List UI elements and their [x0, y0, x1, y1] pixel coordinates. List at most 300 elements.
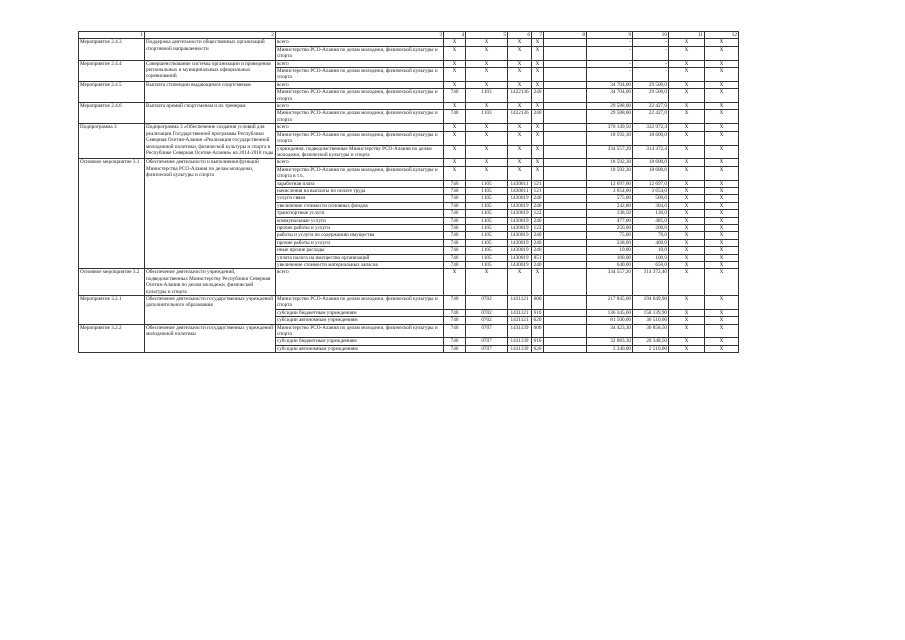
value-cell: 740 [444, 247, 466, 254]
value-cell: X [669, 39, 705, 46]
value-cell: 740 [444, 338, 466, 345]
value-cell: 334 557,20 [587, 269, 633, 296]
value-cell: X [669, 131, 705, 145]
value-cell: 740 [444, 110, 466, 124]
value-cell: 240 [532, 89, 544, 103]
value-cell [544, 317, 587, 324]
value-cell: X [705, 210, 739, 217]
executor-cell: Министерство РСО-Алания по делам молодежи, физической культуры и спорта [276, 131, 444, 145]
row-code: Мероприятие 3.2.1 [79, 296, 145, 325]
value-cell: X [705, 187, 739, 194]
value-cell: X [532, 60, 544, 67]
value-cell: X [466, 124, 508, 131]
value-cell: 36 510,00 [633, 317, 669, 324]
value-cell: 740 [444, 89, 466, 103]
value-cell: X [705, 247, 739, 254]
value-cell: 12 697,00 [587, 180, 633, 187]
value-cell: X [669, 324, 705, 338]
value-cell: 740 [444, 232, 466, 239]
value-cell: X [466, 103, 508, 110]
value-cell: 740 [444, 309, 466, 316]
value-cell [544, 159, 587, 166]
value-cell [544, 269, 587, 296]
executor-cell: всего [276, 81, 444, 88]
value-cell: X [705, 46, 739, 60]
value-cell: X [669, 217, 705, 224]
value-cell: X [669, 296, 705, 310]
value-cell: 740 [444, 345, 466, 352]
value-cell [544, 338, 587, 345]
value-cell: 610 [532, 338, 544, 345]
value-cell: X [508, 131, 532, 145]
value-cell: 29 500,0 [633, 89, 669, 103]
value-cell: 1103 [466, 89, 508, 103]
executor-cell: иные прочие расходы [276, 247, 444, 254]
row-code: Основное мероприятие 3.1 [79, 159, 145, 269]
value-cell: X [669, 262, 705, 269]
value-cell: 740 [444, 254, 466, 261]
value-cell: X [466, 68, 508, 82]
executor-cell: учреждения, подведомственные Министерству РСО-Алания по делам молодежи, физической культуры и спорта [276, 145, 444, 159]
value-cell: 370 149,50 [587, 124, 633, 131]
value-cell: X [532, 46, 544, 60]
value-cell [544, 68, 587, 82]
value-cell: X [508, 269, 532, 296]
value-cell [544, 309, 587, 316]
value-cell: 121 [532, 180, 544, 187]
value-cell: 740 [444, 195, 466, 202]
executor-cell: увеличение стоимости материальных запасов [276, 262, 444, 269]
value-cell: X [705, 217, 739, 224]
value-cell: 400,0 [633, 239, 669, 246]
value-cell: 620 [532, 345, 544, 352]
value-cell: 500,0 [633, 195, 669, 202]
value-cell: X [705, 345, 739, 352]
value-cell: 1430011 [508, 180, 532, 187]
table-body [79, 32, 739, 353]
value-cell: 1430019 [508, 195, 532, 202]
header-cell: 11 [669, 32, 705, 39]
value-cell: X [508, 68, 532, 82]
value-cell: 1430019 [508, 247, 532, 254]
value-cell: X [532, 39, 544, 46]
value-cell: 851 [532, 254, 544, 261]
value-cell: 1430019 [508, 217, 532, 224]
header-cell: 7 [532, 32, 544, 39]
value-cell: 122 [532, 210, 544, 217]
value-cell: X [669, 232, 705, 239]
executor-cell: транспортные услуги [276, 210, 444, 217]
executor-cell: услуги связи [276, 195, 444, 202]
executor-cell: Министерство РСО-Алания по делам молодежи, физической культуры и спорта [276, 324, 444, 338]
row-name: Обеспечение деятельности и выполнения функций Министерства РСО-Алания по делам молодежи, физической культуры и спорта [145, 159, 276, 269]
value-cell: 1105 [466, 224, 508, 231]
value-cell: - [633, 39, 669, 46]
value-cell: X [444, 81, 466, 88]
value-cell: X [669, 239, 705, 246]
value-cell: X [508, 46, 532, 60]
value-cell: 1430019 [508, 224, 532, 231]
value-cell [544, 166, 587, 180]
value-cell: X [466, 131, 508, 145]
value-cell: X [444, 60, 466, 67]
value-cell: X [705, 224, 739, 231]
value-cell: X [669, 60, 705, 67]
value-cell: X [669, 46, 705, 60]
value-cell: 600 [532, 324, 544, 338]
value-cell [544, 110, 587, 124]
value-cell: 1430019 [508, 254, 532, 261]
value-cell: X [508, 124, 532, 131]
value-cell: X [669, 247, 705, 254]
value-cell: X [705, 195, 739, 202]
value-cell: X [705, 202, 739, 209]
executor-cell: субсидии автономным учреждениям [276, 345, 444, 352]
executor-cell: увеличение стоимости основных фондов [276, 202, 444, 209]
value-cell: 240 [532, 202, 544, 209]
value-cell: - [587, 60, 633, 67]
value-cell: X [705, 338, 739, 345]
row-name: Поддержка деятельности общественных организаций спортивной направленности [145, 39, 276, 60]
value-cell: 136 345,60 [587, 309, 633, 316]
row-code: Мероприятие 2.4.4 [79, 60, 145, 81]
value-cell [544, 254, 587, 261]
value-cell: 240 [532, 195, 544, 202]
value-cell: X [669, 103, 705, 110]
value-cell: X [705, 262, 739, 269]
value-cell: 122 [532, 224, 544, 231]
value-cell: X [669, 210, 705, 217]
value-cell: 1105 [466, 262, 508, 269]
value-cell: 610 [532, 309, 544, 316]
value-cell: 29 588,00 [587, 103, 633, 110]
value-cell: X [669, 309, 705, 316]
value-cell: 18 600,0 [633, 159, 669, 166]
value-cell: 130,0 [633, 210, 669, 217]
executor-cell: всего [276, 60, 444, 67]
value-cell: X [705, 60, 739, 67]
value-cell: X [669, 81, 705, 88]
value-cell: X [532, 68, 544, 82]
row-code: Мероприятие 3.2.2 [79, 324, 145, 353]
value-cell [544, 217, 587, 224]
table-row [79, 324, 739, 338]
value-cell: 240 [532, 232, 544, 239]
value-cell: - [633, 46, 669, 60]
value-cell: 485,0 [633, 217, 669, 224]
value-cell: X [466, 166, 508, 180]
value-cell: 217 845,60 [587, 296, 633, 310]
value-cell: 1105 [466, 210, 508, 217]
value-cell [544, 262, 587, 269]
value-cell: X [508, 39, 532, 46]
value-cell: 75,00 [587, 232, 633, 239]
header-cell: 2 [145, 32, 276, 39]
value-cell: X [669, 145, 705, 159]
value-cell [544, 210, 587, 217]
value-cell: 1105 [466, 239, 508, 246]
row-name: Обеспечение деятельности государственных учреждений молодежной политики [145, 324, 276, 353]
value-cell [544, 124, 587, 131]
value-cell: X [466, 46, 508, 60]
value-cell: X [466, 269, 508, 296]
executor-cell: всего [276, 39, 444, 46]
value-cell: X [532, 166, 544, 180]
value-cell [544, 89, 587, 103]
value-cell: 1431121 [508, 317, 532, 324]
value-cell: X [705, 296, 739, 310]
value-cell: 314 372,40 [633, 269, 669, 296]
value-cell: - [633, 68, 669, 82]
value-cell: X [444, 39, 466, 46]
value-cell: X [532, 124, 544, 131]
value-cell [544, 131, 587, 145]
executor-cell: прочие работы и услуги [276, 239, 444, 246]
executor-cell: заработная плата [276, 180, 444, 187]
value-cell: 1105 [466, 202, 508, 209]
header-cell: 4 [444, 32, 466, 39]
value-cell [544, 239, 587, 246]
value-cell: 740 [444, 262, 466, 269]
value-cell: 240 [532, 110, 544, 124]
value-cell: X [669, 202, 705, 209]
value-cell [544, 39, 587, 46]
row-code: Основное мероприятие 3.2 [79, 269, 145, 296]
value-cell: 740 [444, 202, 466, 209]
value-cell: 34 704,00 [587, 89, 633, 103]
value-cell: X [508, 166, 532, 180]
table-row [79, 39, 739, 46]
value-cell: X [669, 317, 705, 324]
value-cell: 314 372,4 [633, 145, 669, 159]
value-cell [544, 345, 587, 352]
value-cell: 740 [444, 187, 466, 194]
table-row [79, 159, 739, 166]
value-cell: X [705, 269, 739, 296]
value-cell: 740 [444, 239, 466, 246]
value-cell: 18 592,30 [587, 131, 633, 145]
value-cell [544, 202, 587, 209]
value-cell: 12 697,0 [633, 180, 669, 187]
value-cell: 10,00 [587, 247, 633, 254]
value-cell: 240 [532, 239, 544, 246]
header-cell: 9 [587, 32, 633, 39]
executor-cell: субсидии автономным учреждениям [276, 317, 444, 324]
budget-table [78, 31, 739, 353]
value-cell: 242,80 [587, 202, 633, 209]
value-cell: X [508, 81, 532, 88]
header-cell: 10 [633, 32, 669, 39]
value-cell: 1105 [466, 217, 508, 224]
row-code: Мероприятие 2.4.6 [79, 103, 145, 124]
budget-table-sheet [78, 31, 738, 353]
value-cell: 0702 [466, 317, 508, 324]
value-cell: X [532, 159, 544, 166]
table-row [79, 269, 739, 296]
value-cell: X [705, 68, 739, 82]
value-cell: X [444, 46, 466, 60]
value-cell: - [587, 68, 633, 82]
executor-cell: Министерство РСО-Алания по делам молодежи, физической культуры и спорта [276, 89, 444, 103]
executor-cell: всего [276, 124, 444, 131]
value-cell: 100,0 [633, 254, 669, 261]
value-cell: X [705, 103, 739, 110]
value-cell: X [705, 89, 739, 103]
header-cell: 5 [466, 32, 508, 39]
header-cell: 1 [79, 32, 145, 39]
value-cell: 2 340,00 [587, 345, 633, 352]
executor-cell: субсидии бюджетным учреждениям [276, 309, 444, 316]
table-row [79, 124, 739, 131]
value-cell: X [444, 124, 466, 131]
value-cell [544, 180, 587, 187]
value-cell [544, 187, 587, 194]
value-cell: X [532, 81, 544, 88]
value-cell: 1431139 [508, 324, 532, 338]
value-cell: X [466, 81, 508, 88]
value-cell: 1422136 [508, 110, 532, 124]
value-cell: 740 [444, 324, 466, 338]
value-cell: 1105 [466, 232, 508, 239]
value-cell: X [669, 110, 705, 124]
value-cell: X [705, 324, 739, 338]
value-cell: X [705, 180, 739, 187]
value-cell: X [508, 60, 532, 67]
value-cell: X [705, 254, 739, 261]
value-cell: X [705, 124, 739, 131]
value-cell: - [633, 60, 669, 67]
value-cell: 34 423,30 [587, 324, 633, 338]
value-cell: X [444, 159, 466, 166]
value-cell: 2 510,00 [633, 345, 669, 352]
value-cell: X [669, 159, 705, 166]
value-cell: 240 [532, 262, 544, 269]
value-cell: X [669, 338, 705, 345]
value-cell: X [705, 317, 739, 324]
executor-cell: всего [276, 103, 444, 110]
executor-cell: всего [276, 159, 444, 166]
value-cell: X [669, 195, 705, 202]
row-code: Мероприятие 2.4.5 [79, 81, 145, 102]
table-row [79, 60, 739, 67]
value-cell: 477,00 [587, 217, 633, 224]
value-cell: 1105 [466, 187, 508, 194]
row-code: Мероприятие 2.4.3 [79, 39, 145, 60]
value-cell: 1431121 [508, 309, 532, 316]
value-cell: X [669, 269, 705, 296]
row-name: Подпрограмма 3 «Обеспечение создания условий для реализации Государственной программы Республики Северная Осетия-Алания «Реализация государственной молодежной политики, физической культуры и спорта в Республике Северная Осетия-Алания» на 2014-2018 годы [145, 124, 276, 159]
header-cell: 6 [508, 32, 532, 39]
row-name: Совершенствование системы организации и проведения региональных и муниципальных официальных соревнований [145, 60, 276, 81]
executor-cell: Министерство РСО-Алания по делам молодежи, физической культуры и спорта [276, 46, 444, 60]
value-cell: 0702 [466, 296, 508, 310]
value-cell: 640,00 [587, 262, 633, 269]
value-cell: 1431139 [508, 338, 532, 345]
value-cell [544, 195, 587, 202]
value-cell: 575,00 [587, 195, 633, 202]
value-cell: X [669, 345, 705, 352]
value-cell: 1430011 [508, 187, 532, 194]
value-cell: 1430019 [508, 232, 532, 239]
value-cell: 138,50 [587, 210, 633, 217]
value-cell: X [466, 145, 508, 159]
value-cell: 740 [444, 217, 466, 224]
value-cell: 10,0 [633, 247, 669, 254]
value-cell: X [444, 145, 466, 159]
executor-cell: коммунальные услуги [276, 217, 444, 224]
value-cell: 18 600,0 [633, 166, 669, 180]
value-cell: X [705, 239, 739, 246]
value-cell: 740 [444, 296, 466, 310]
value-cell: 1431121 [508, 296, 532, 310]
value-cell: 29 500,0 [633, 81, 669, 88]
value-cell: 22 427,0 [633, 110, 669, 124]
value-cell: 18 592,30 [587, 166, 633, 180]
value-cell: X [705, 159, 739, 166]
value-cell: 1430019 [508, 262, 532, 269]
executor-cell: Министерство РСО-Алания по делам молодежи, физической культуры и спорта [276, 110, 444, 124]
value-cell: 250,00 [587, 224, 633, 231]
value-cell: - [587, 46, 633, 60]
executor-cell: Министерство РСО-Алания по делам молодежи, физической культуры и спорта [276, 296, 444, 310]
value-cell [544, 60, 587, 67]
value-cell: X [444, 131, 466, 145]
value-cell [544, 224, 587, 231]
executor-cell: субсидии бюджетным учреждениям [276, 338, 444, 345]
value-cell: X [508, 145, 532, 159]
value-cell: X [669, 89, 705, 103]
value-cell: 600 [532, 296, 544, 310]
table-row [79, 103, 739, 110]
value-cell: 18 600,0 [633, 131, 669, 145]
row-name: Обеспечение деятельности государственных учреждений дополнительного образования [145, 296, 276, 325]
row-name: Выплата стипендии выдающимся спортсменам [145, 81, 276, 102]
value-cell: 240 [532, 247, 544, 254]
value-cell: 0702 [466, 309, 508, 316]
row-name: Обеспечение деятельности учреждений, подведомственных Министерству Республики Северная Осетия-Алания по делам молодежи, физической культуры и спорта [145, 269, 276, 296]
value-cell: 32 083,30 [587, 338, 633, 345]
value-cell: X [508, 103, 532, 110]
value-cell: X [444, 269, 466, 296]
value-cell: 34 704,00 [587, 81, 633, 88]
value-cell: 1105 [466, 254, 508, 261]
value-cell: 0707 [466, 324, 508, 338]
value-cell: X [669, 124, 705, 131]
value-cell: 158 139,90 [633, 309, 669, 316]
value-cell: 28 348,50 [633, 338, 669, 345]
value-cell: 240 [532, 217, 544, 224]
value-cell: 0707 [466, 345, 508, 352]
value-cell: X [466, 159, 508, 166]
value-cell [544, 145, 587, 159]
value-cell: X [705, 39, 739, 46]
value-cell: 18 592,30 [587, 159, 633, 166]
value-cell: X [466, 60, 508, 67]
value-cell: X [705, 166, 739, 180]
value-cell: X [669, 187, 705, 194]
value-cell: X [705, 110, 739, 124]
header-cell: 12 [705, 32, 739, 39]
value-cell: 620 [532, 317, 544, 324]
value-cell: 100,00 [587, 254, 633, 261]
value-cell: 22 427,0 [633, 103, 669, 110]
value-cell: X [466, 39, 508, 46]
value-cell: 740 [444, 224, 466, 231]
value-cell: 3 654,00 [587, 187, 633, 194]
value-cell: 1430019 [508, 210, 532, 217]
value-cell: X [705, 145, 739, 159]
value-cell: 304,0 [633, 202, 669, 209]
